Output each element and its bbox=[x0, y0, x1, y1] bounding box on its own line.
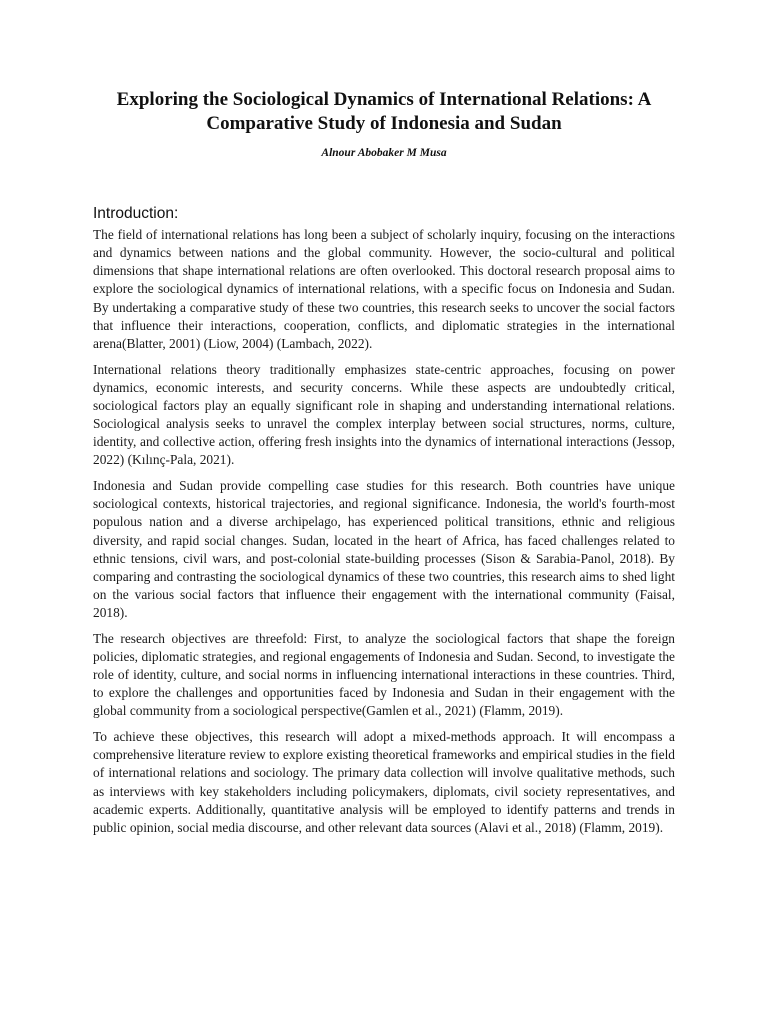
document-title: Exploring the Sociological Dynamics of International Relations: A Comparative Study of Indonesia and Sudan bbox=[116, 89, 652, 134]
paragraph: International relations theory traditionally emphasizes state-centric approaches, focusing on power dynamics, economic interests, and security concerns. While these aspects are undoubtedly critical, sociological factors play an equally significant role in shaping and understanding international relations. Sociological analysis seeks to unravel the complex interplay between social structures, norms, culture, identity, and collective action, offering fresh insights into the dynamics of international interactions (Jessop, 2022) (Kılınç-Pala, 2021). bbox=[93, 361, 675, 468]
paragraph: Indonesia and Sudan provide compelling case studies for this research. Both countries have unique sociological contexts, historical trajectories, and regional significance. Indonesia, the world's fourth-most populous nation and a diverse archipelago, has experienced political transitions, ethnic and religious diversity, and rapid social changes. Sudan, located in the heart of Africa, has faced challenges related to ethnic tensions, civil wars, and post-colonial state-building processes (Sison & Sarabia-Panol, 2018). By comparing and contrasting the sociological dynamics of these two countries, this research aims to shed light on the various social factors that influence their engagement with the international community (Faisal, 2018). bbox=[93, 478, 675, 621]
section-heading-introduction: Introduction: bbox=[93, 205, 179, 222]
paragraph: To achieve these objectives, this research will adopt a mixed-methods approach. It will encompass a comprehensive literature review to explore existing theoretical frameworks and empirical studies in the field of international relations and sociology. The primary data collection will involve qualitative methods, such as interviews with key stakeholders including policymakers, diplomats, civil society representatives, and academic experts. Additionally, quantitative analysis will be employed to identify patterns and trends in public opinion, social media discourse, and other relevant data sources (Alavi et al., 2018) (Flamm, 2019). bbox=[93, 729, 675, 835]
paragraph: The research objectives are threefold: First, to analyze the sociological factors that shape the foreign policies, diplomatic strategies, and regional engagements of Indonesia and Sudan. Second, to investigate the role of identity, culture, and social norms in influencing international interactions in these countries. Third, to explore the challenges and opportunities faced by Indonesia and Sudan in their engagement with the global community from a sociological perspective(Gamlen et al., 2021) (Flamm, 2019). bbox=[93, 630, 675, 719]
paragraph: The field of international relations has long been a subject of scholarly inquiry, focusing on the interactions and dynamics between nations and the global community. However, the socio-cultural and political dimensions that shape international relations are often overlooked. This doctoral research proposal aims to explore the sociological dynamics of international relations, with a specific focus on Indonesia and Sudan. By undertaking a comparative study of these two countries, this research seeks to uncover the social factors that influence their interactions, cooperation, conflicts, and diplomatic strategies in the international arena(Blatter, 2001) (Liow, 2004) (Lambach, 2022). bbox=[93, 227, 675, 351]
author-name: Alnour Abobaker M Musa bbox=[321, 147, 447, 159]
document-body bbox=[93, 226, 675, 845]
